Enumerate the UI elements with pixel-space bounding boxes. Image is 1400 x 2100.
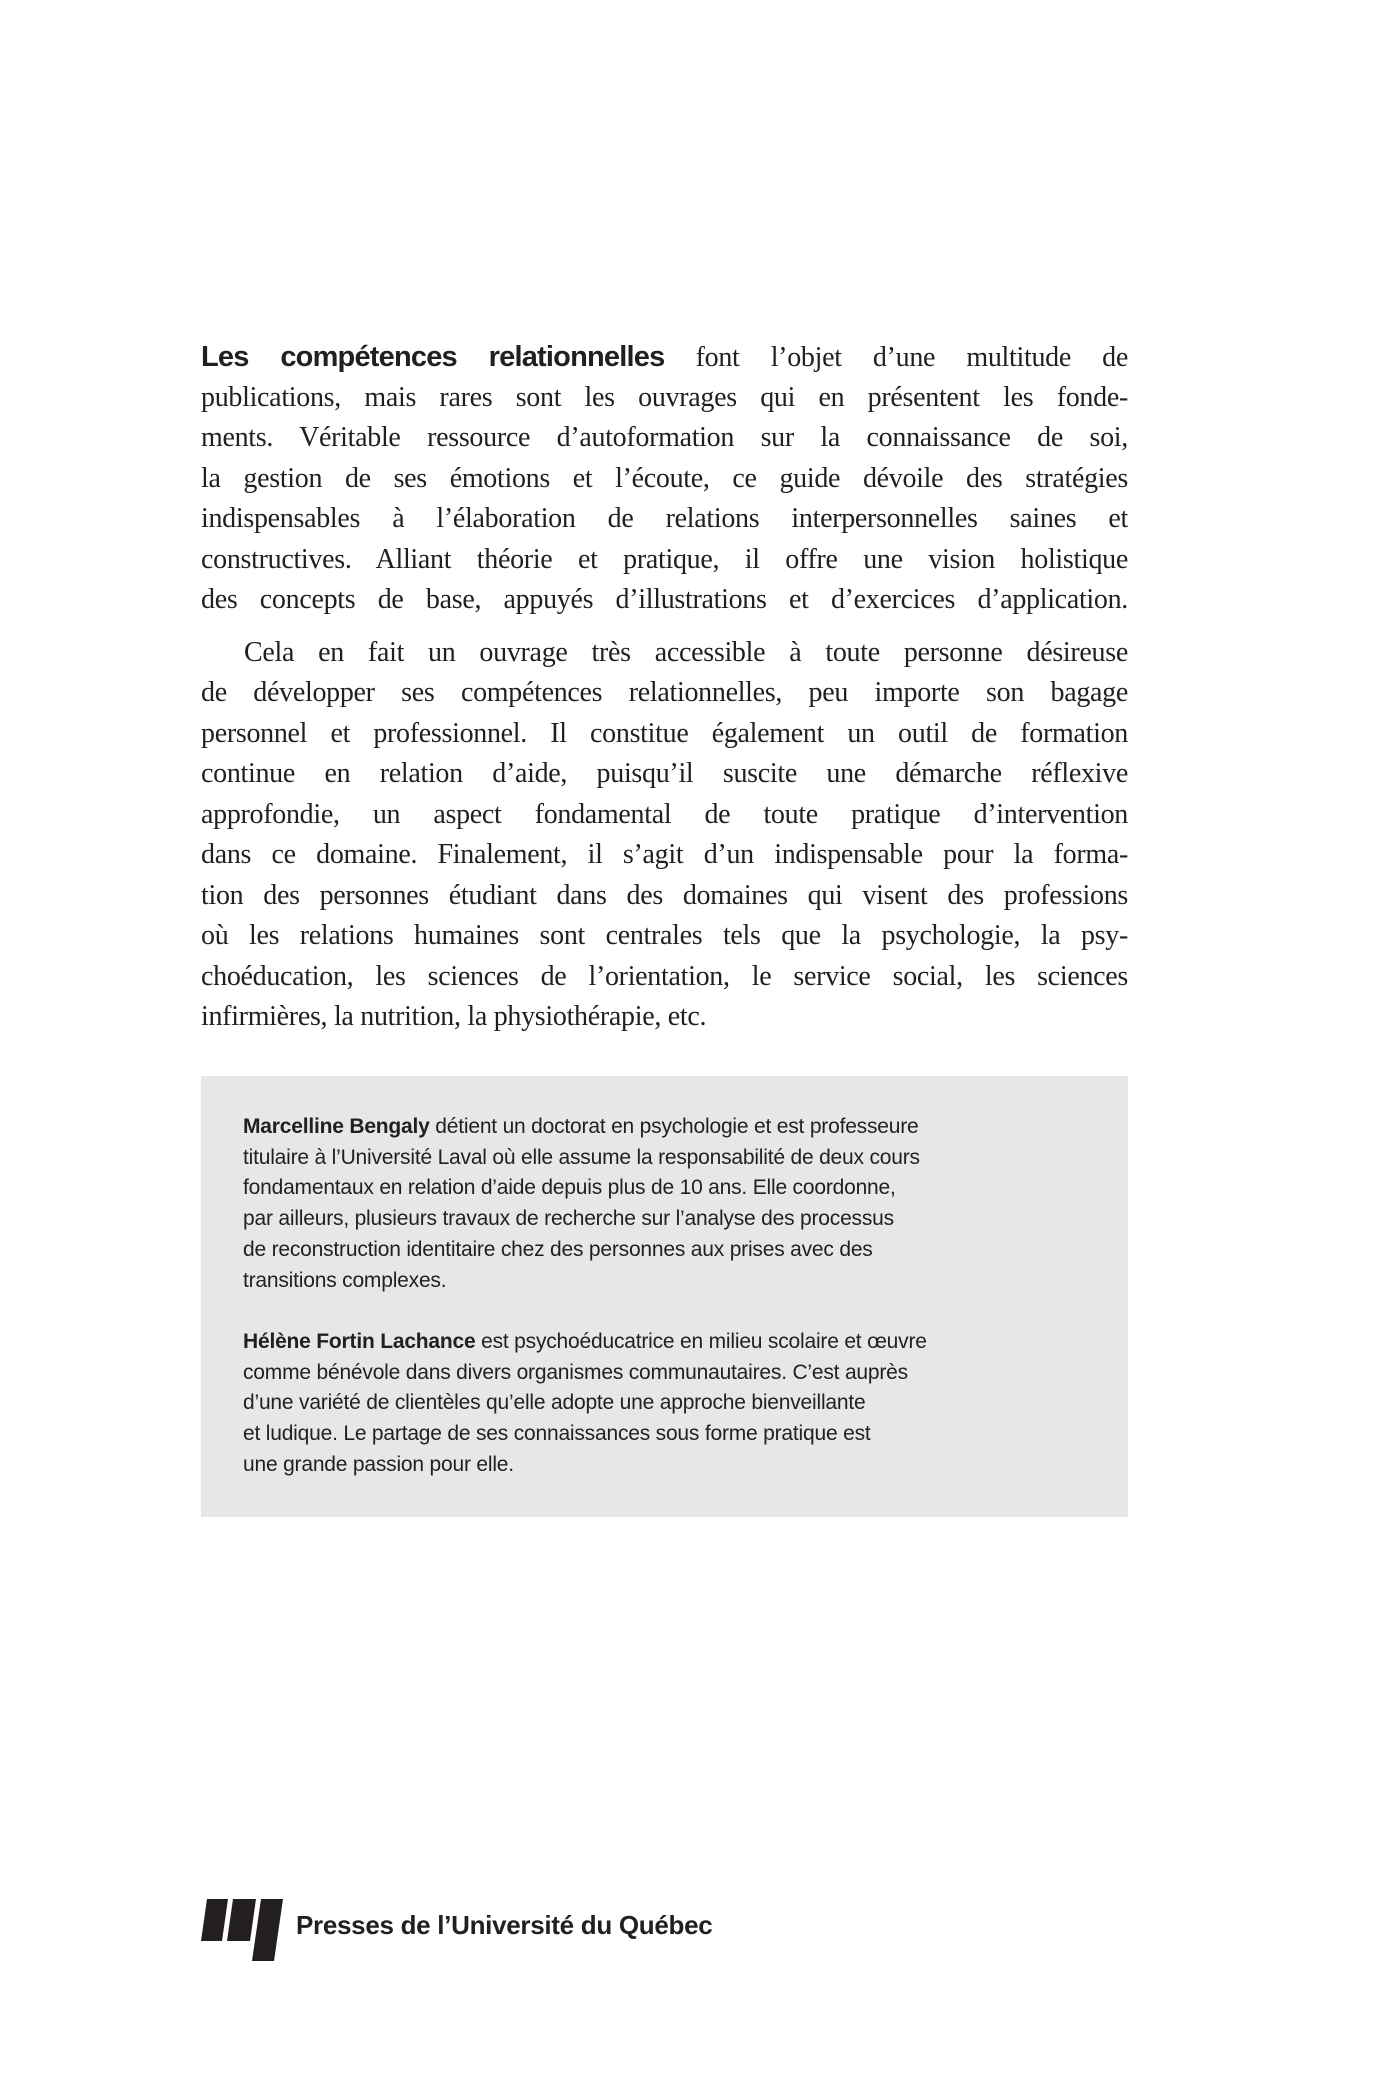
author-bio-text: détient un doctorat en psychologie et est professeure [429, 1115, 919, 1138]
author-bio-line: par ailleurs, plusieurs travaux de recherche sur l’analyse des processus [243, 1207, 894, 1231]
description-line: où les relations humaines sont centrales tels que la psychologie, la psy- [201, 920, 1128, 951]
description-line: de développer ses compétences relationnelles, peu importe son bagage [201, 677, 1128, 708]
description-line: approfondie, un aspect fondamental de toute pratique d’intervention [201, 798, 1128, 830]
publisher-name: Presses de l’Université du Québec [296, 1910, 713, 1940]
author-bio-line: une grande passion pour elle. [243, 1452, 514, 1476]
description-text: font l’objet d’une multitude de [664, 342, 1128, 373]
description-lead: Les compétences relationnelles [201, 341, 665, 373]
author-bio-1 [243, 1112, 1103, 1296]
description-line: des concepts de base, appuyés d’illustrations et d’exercices d’application. [201, 584, 1128, 615]
description-line: personnel et professionnel. Il constitue également un outil de formation [201, 717, 1128, 749]
author-bio-line: titulaire à l’Université Laval où elle assume la responsabilité de deux cours [243, 1145, 920, 1169]
description-line: publications, mais rares sont les ouvrages qui en présentent les fonde- [201, 381, 1128, 413]
author-bio-line: transitions complexes. [243, 1268, 447, 1292]
author-bio-line: fondamentaux en relation d’aide depuis plus de 10 ans. Elle coordonne, [243, 1176, 896, 1200]
description-paragraph-2 [201, 633, 1128, 1038]
author-name: Hélène Fortin Lachance [243, 1330, 476, 1353]
description-line [201, 337, 1128, 378]
book-description [201, 337, 1128, 1038]
description-line: ments. Véritable ressource d’autoformation sur la connaissance de soi, [201, 422, 1128, 453]
description-line: infirmières, la nutrition, la physiothérapie, etc. [201, 1001, 707, 1032]
description-line: continue en relation d’aide, puisqu’il suscite une démarche réflexive [201, 758, 1128, 789]
description-line: la gestion de ses émotions et l’écoute, ce guide dévoile des stratégies [201, 462, 1128, 494]
description-line: choéducation, les sciences de l’orientation, le service social, les sciences [201, 960, 1128, 992]
description-line: dans ce domaine. Finalement, il s’agit d’un indispensable pour la forma- [201, 839, 1128, 870]
author-bio-line: d’une variété de clientèles qu’elle adopte une approche bienveillante [243, 1391, 866, 1415]
author-name: Marcelline Bengaly [243, 1115, 430, 1138]
description-line: constructives. Alliant théorie et pratique, il offre une vision holistique [201, 543, 1128, 575]
description-line: Cela en fait un ouvrage très accessible à toute personne désireuse [244, 636, 1128, 668]
publisher-logo-icon [201, 1897, 291, 1961]
description-line: tion des personnes étudiant dans des domaines qui visent des professions [201, 879, 1128, 911]
author-bio-2 [243, 1327, 1103, 1481]
author-bio-line: et ludique. Le partage de ses connaissances sous forme pratique est [243, 1422, 871, 1446]
description-line: indispensables à l’élaboration de relations interpersonnelles saines et [201, 503, 1128, 534]
author-bio-text: est psychoéducatrice en milieu scolaire et œuvre [475, 1330, 927, 1353]
author-bio-line: comme bénévole dans divers organismes communautaires. C’est auprès [243, 1360, 908, 1384]
author-bio-line: de reconstruction identitaire chez des personnes aux prises avec des [243, 1237, 873, 1261]
